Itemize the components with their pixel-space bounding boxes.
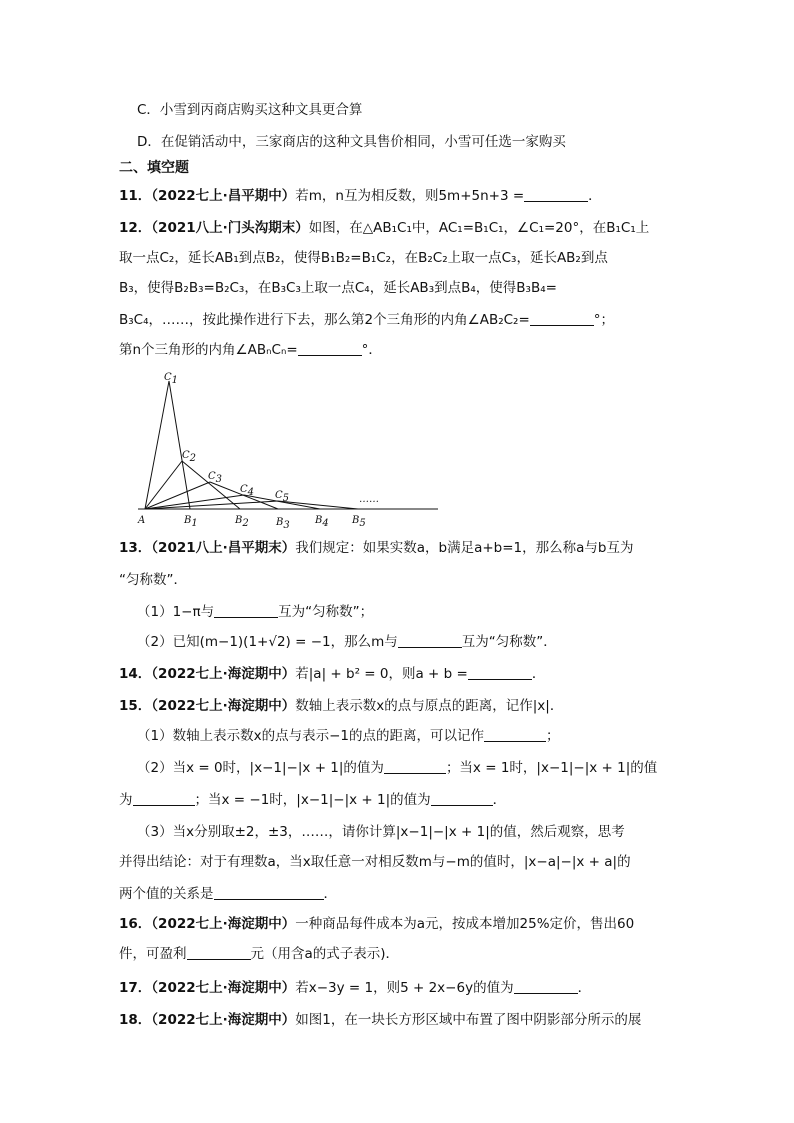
answer-blank[interactable] (398, 633, 462, 648)
segment-a-c5 (145, 501, 278, 509)
question-12-line-5: 第n个三角形的内角∠ABₙCₙ= °． (119, 342, 382, 358)
question-12-line-3: B₃，使得B₂B₃=B₂C₃，在B₃C₃上取一点C₄，延长AB₃到点B₄，使得B₃B₄= (119, 280, 557, 296)
question-number: 12． (119, 220, 152, 236)
question-15-line-1 (119, 696, 563, 716)
segment-a-c1 (145, 381, 169, 509)
question-source: （2021八上·昌平期末） (151, 540, 296, 556)
label-b1: B1 (184, 515, 198, 529)
triangle-figure (130, 362, 450, 530)
question-11: 11．（2022七上·昌平期中）若m，n互为相反数，则5m+5n+3 = ． (119, 188, 602, 204)
section-title: 二、填空题 (119, 160, 189, 176)
question-15-part-2: （2）当x = 0时，|x−1|−|x + 1|的值为 ；当x = 1时，|x−1|−|x + 1|的值 (137, 760, 658, 776)
question-source: （2022七上·海淀期中） (151, 666, 296, 682)
question-16-line-2: 件，可盈利 元（用含a的式子表示)． (119, 946, 400, 962)
option-d: D．在促销活动中，三家商店的这种文具售价相同，小雪可任选一家购买 (137, 134, 566, 150)
label-c5: C5 (275, 490, 290, 504)
question-text: 若m，n互为相反数，则5m+5n+3 = (295, 188, 525, 204)
question-number: 11． (119, 188, 152, 204)
question-text: 如图1，在一块长方形区域中布置了图中阴影部分所示的展 (295, 1012, 642, 1028)
answer-blank[interactable] (187, 945, 251, 960)
question-text: 若|a| + b² = 0，则a + b = (295, 666, 468, 682)
question-12-line-2: 取一点C₂，延长AB₁到点B₂，使得B₁B₂=B₁C₂，在B₂C₂上取一点C₃，延长AB₂到点 (119, 250, 608, 266)
segment-a-c4 (145, 495, 244, 509)
label-dots: …… (359, 494, 379, 505)
segment-c5-b5 (278, 501, 358, 509)
question-13-line-2: “匀称数”． (119, 572, 187, 588)
question-text: 一种商品每件成本为a元，按成本增加25%定价，售出60 (295, 916, 635, 932)
question-18 (119, 1010, 641, 1030)
answer-blank[interactable] (468, 665, 532, 680)
answer-blank[interactable] (214, 885, 324, 900)
question-number: 14． (119, 666, 152, 682)
question-source: （2022七上·海淀期中） (151, 1012, 296, 1028)
answer-blank[interactable] (524, 187, 588, 202)
answer-blank[interactable] (133, 791, 195, 806)
question-16-line-1 (119, 914, 634, 934)
answer-blank[interactable] (530, 311, 594, 326)
question-source: （2022七上·海淀期中） (151, 916, 296, 932)
question-15-part-3-end: 两个值的关系是 ． (119, 886, 337, 902)
label-b5: B5 (352, 515, 366, 529)
question-13-part-1: （1）1−π与 互为“匀称数”； (137, 604, 374, 620)
question-text: 数轴上表示数x的点与原点的距离，记作|x|． (295, 698, 564, 714)
answer-blank[interactable] (214, 603, 278, 618)
answer-blank[interactable] (484, 727, 546, 742)
label-b4: B4 (315, 515, 329, 529)
question-number: 16． (119, 916, 152, 932)
question-number: 15． (119, 698, 152, 714)
question-12-line-1 (119, 218, 649, 238)
question-13-line-1 (119, 538, 634, 558)
question-12-line-4: B₃C₄，……，按此操作进行下去，那么第2个三角形的内角∠AB₂C₂= °； (119, 312, 615, 328)
label-c3: C3 (208, 471, 223, 485)
segment-a-c3 (145, 482, 210, 509)
question-source: （2022七上·海淀期中） (151, 698, 296, 714)
label-c2: C2 (182, 450, 197, 464)
option-c: C．小雪到丙商店购买这种文具更合算 (137, 102, 363, 118)
question-15-part-1: （1）数轴上表示数x的点与表示−1的点的距离，可以记作 ； (137, 728, 560, 744)
question-13-part-2: （2）已知(m−1)(1+√2) = −1，那么m与 互为“匀称数”． (137, 634, 557, 650)
label-b2: B2 (235, 515, 249, 529)
answer-blank[interactable] (431, 791, 493, 806)
segment-c2-b2 (182, 461, 240, 509)
question-14: 14．（2022七上·海淀期中）若|a| + b² = 0，则a + b = ． (119, 666, 546, 682)
question-15-part-3-cont: 并得出结论：对于有理数a，当x取任意一对相反数m与−m的值时，|x−a|−|x + a|的 (119, 854, 631, 870)
question-number: 17． (119, 980, 152, 996)
question-text: 我们规定：如果实数a，b满足a+b=1，那么称a与b互为 (295, 540, 634, 556)
question-source: （2022七上·海淀期中） (151, 980, 296, 996)
question-15-part-2-cont: 为 ；当x = −1时，|x−1|−|x + 1|的值为 ． (119, 792, 507, 808)
label-c1: C1 (164, 372, 179, 386)
question-text: 如图，在△AB₁C₁中，AC₁=B₁C₁，∠C₁=20°，在B₁C₁上 (308, 220, 650, 236)
answer-blank[interactable] (514, 979, 578, 994)
question-number: 18． (119, 1012, 152, 1028)
question-17: 17．（2022七上·海淀期中）若x−3y = 1，则5 + 2x−6y的值为 ． (119, 980, 592, 996)
segment-c1-b1 (169, 381, 190, 509)
question-source: （2022七上·昌平期中） (151, 188, 296, 204)
label-b3: B3 (276, 517, 290, 530)
question-text: 若x−3y = 1，则5 + 2x−6y的值为 (295, 980, 514, 996)
label-a: A (138, 515, 146, 526)
answer-blank[interactable] (298, 341, 362, 356)
question-source: （2021八上·门头沟期末） (151, 220, 309, 236)
label-c4: C4 (240, 484, 255, 498)
question-number: 13． (119, 540, 152, 556)
answer-blank[interactable] (384, 759, 446, 774)
question-15-part-3: （3）当x分别取±2，±3，……，请你计算|x−1|−|x + 1|的值，然后观察，思考 (137, 824, 625, 840)
